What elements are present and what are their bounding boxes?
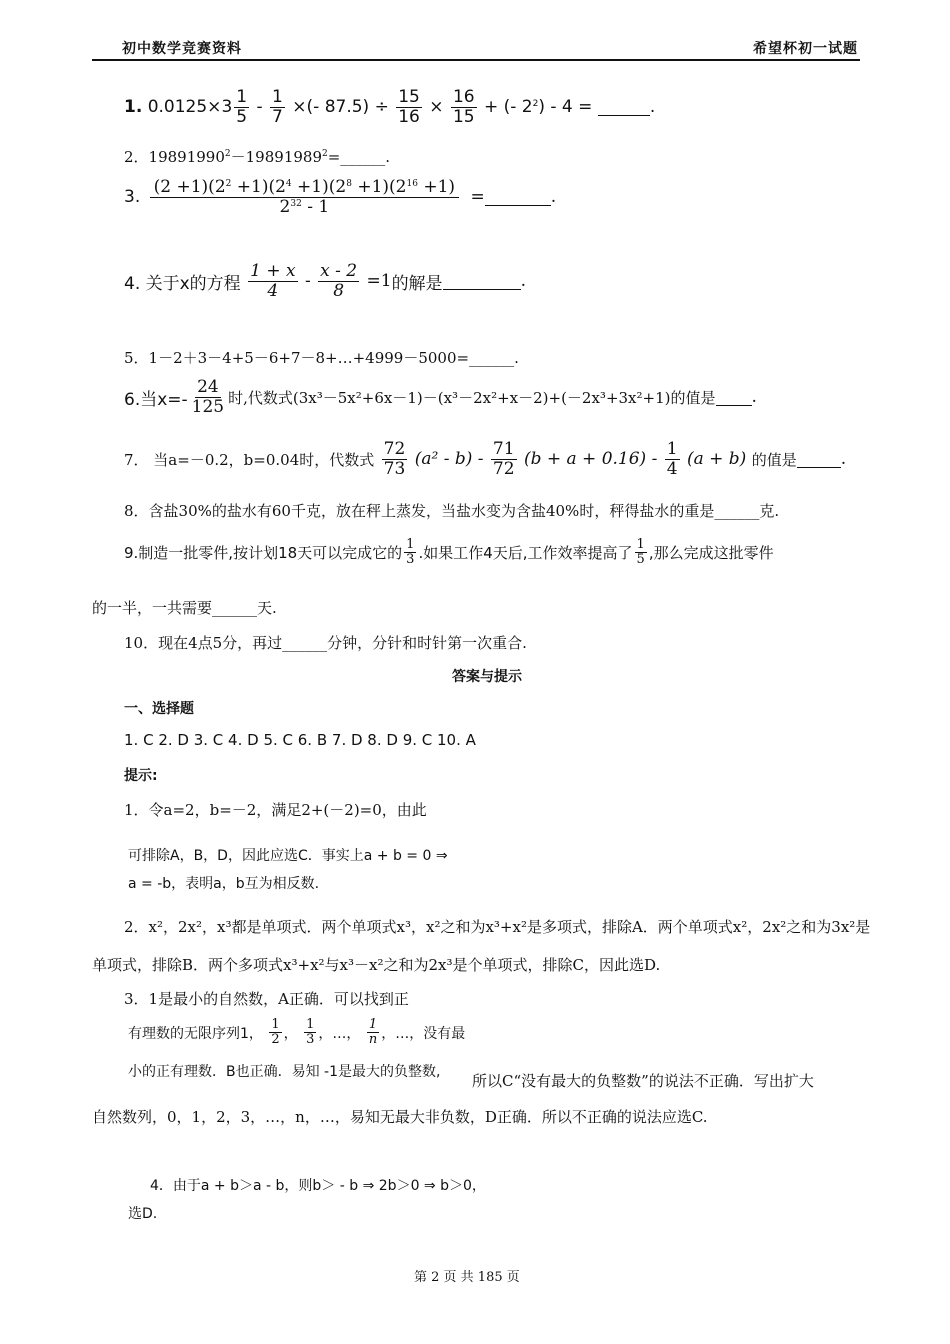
hint-1-line-2: 可排除A，B，D，因此应选C．事实上a + b = 0 ⇒ xyxy=(128,848,448,864)
hint-1-line-1: 1．令a=2，b=－2，满足2+(－2)=0，由此 xyxy=(124,801,427,819)
hint-4-line-2: 选D. xyxy=(128,1206,158,1222)
answer-blank xyxy=(797,450,841,468)
hint-3-line-3b: 所以C“没有最大的负整数”的说法不正确．写出扩大 xyxy=(472,1072,814,1090)
answer-list: 1. C 2. D 3. C 4. D 5. C 6. B 7. D 8. D 9. C 10. A xyxy=(124,731,476,749)
question-4: 4. 关于x的方程 $\frac{1 + x}{4}$ - $\frac{x - 2}{8}$ =1的解是 . xyxy=(124,261,526,301)
answer-blank xyxy=(443,272,521,290)
answer-blank xyxy=(598,98,650,116)
question-10: 10．现在4点5分，再过______分钟，分针和时针第一次重合. xyxy=(124,634,527,652)
question-2: 2．$19891990^2-19891989^2=\_\_\_\_\_\_$. xyxy=(124,148,391,166)
question-1: 1. 0.0125× 3 $\frac{1}{5}$ - $\frac{1}{7}$ ×(- 87.5) ÷ $\frac{15}{16}$ × $\frac{16}{15}$ + (- $2^2) - 4$ = . xyxy=(124,87,656,127)
hint-2-line-2: 单项式，排除B．两个多项式x³+x²与x³－x²之和为2x³是个单项式，排除C，因此选D. xyxy=(92,956,661,974)
hint-3-line-4: 自然数列，0，1，2，3，…，n，…，易知无最大非负数，D正确．所以不正确的说法应选C. xyxy=(92,1108,708,1126)
answer-blank xyxy=(716,388,752,406)
hint-3-line-3: 小的正有理数．B也正确．易知 -1是最大的负整数, xyxy=(128,1064,441,1080)
hint-label: 提示: xyxy=(124,768,158,784)
question-7: 7． 当a=－0.2，b=0.04时，代数式 $\frac{72}{73}$ (a² - b) - $\frac{71}{72}$ (b + a + 0.16) - $\frac{1}{4}$ (a + b) 的值是 . xyxy=(124,439,847,479)
question-9: 9.制造一批零件,按计划18天可以完成它的 $\frac{1}{3}$ .如果工作4天后,工作效率提高了 $\frac{1}{5}$ ,那么完成这批零件 xyxy=(124,537,774,568)
answer-blank xyxy=(485,188,551,206)
q3-numerator: $(2 +1)(2^2 +1)(2^4 +1)(2^8 +1)(2^{16} +1)$ xyxy=(150,178,459,198)
header-right: 希望杯初一试题 xyxy=(753,41,858,57)
question-6: 6.当x=- $\frac{24}{125}$ 时,代数式(3x³－5x²+6x－1)－(x³－2x²+x－2)+(－2x³+3x²+1)的值是 . xyxy=(124,377,757,417)
question-8: 8．含盐30%的盐水有60千克，放在秤上蒸发，当盐水变为含盐40%时，秤得盐水的重是______克. xyxy=(124,502,780,520)
header-rule xyxy=(92,59,860,61)
hint-2-line-1: 2．x²，2x²，x³都是单项式．两个单项式x³，x²之和为x³+x²是多项式，排除A．两个单项式x²，2x²之和为3x²是 xyxy=(124,918,871,936)
question-3: 3. $\frac{(2 +1)(2^2 +1)(2^4 +1)(2^8 +1)(2^{16} +1)}{2^{32} - 1}$ = . xyxy=(124,177,557,217)
answers-title: 答案与提示 xyxy=(452,669,522,685)
section-heading: 一、选择题 xyxy=(124,701,194,717)
page-footer: 第 2 页 共 185 页 xyxy=(414,1270,520,1285)
question-9-line2: 的一半，一共需要______天. xyxy=(92,599,277,617)
hint-1-line-3: a = -b，表明a，b互为相反数. xyxy=(128,876,320,892)
question-5: 5．1－2＋3－4+5－6+7－8+…+4999－5000=______. xyxy=(124,349,519,367)
header-left: 初中数学竞赛资料 xyxy=(122,41,242,57)
hint-4-line-1: 4．由于a + b＞a - b，则b＞ - b ⇒ 2b＞0 ⇒ b＞0， xyxy=(150,1178,486,1194)
hint-3-line-2: 有理数的无限序列1， $\frac{1}{2}$ ， $\frac{1}{3}$ ，…， $\frac{1}{n}$ ，…，没有最 xyxy=(128,1017,466,1048)
hint-3-line-1: 3．1是最小的自然数，A正确．可以找到正 xyxy=(124,990,409,1008)
